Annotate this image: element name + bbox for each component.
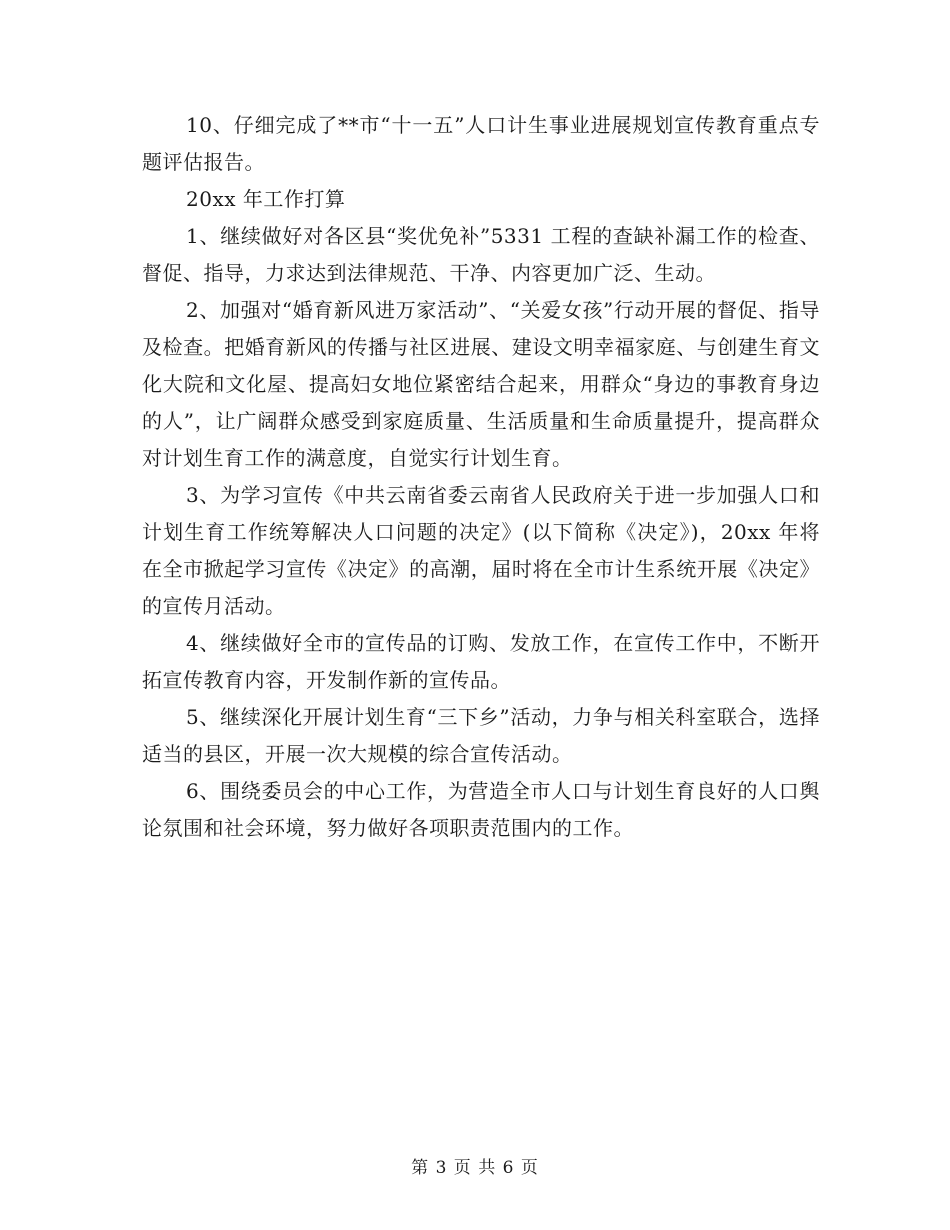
paragraph-plan-4: 4、继续做好全市的宣传品的订购、发放工作，在宣传工作中，不断开拓宣传教育内容，开发制作新的宣传品。 xyxy=(142,631,820,692)
document-body xyxy=(142,107,820,847)
section-heading-work-plan: 20xx 年工作打算 xyxy=(186,187,346,211)
paragraph-plan-6: 6、围绕委员会的中心工作，为营造全市人口与计划生育良好的人口舆论氛围和社会环境，努力做好各项职责范围内的工作。 xyxy=(142,779,820,840)
paragraph-plan-5: 5、继续深化开展计划生育“三下乡”活动，力争与相关科室联合，选择适当的县区，开展一次大规模的综合宣传活动。 xyxy=(142,705,820,766)
page-number-footer: 第 3 页 共 6 页 xyxy=(411,1158,539,1178)
paragraph-plan-1: 1、继续做好对各区县“奖优免补”5331 工程的查缺补漏工作的检查、督促、指导，力求达到法律规范、干净、内容更加广泛、生动。 xyxy=(142,224,820,285)
paragraph-item-10: 10、仔细完成了**市“十一五”人口计生事业进展规划宣传教育重点专题评估报告。 xyxy=(142,113,820,174)
paragraph-plan-3: 3、为学习宣传《中共云南省委云南省人民政府关于进一步加强人口和计划生育工作统筹解决人口问题的决定》(以下简称《决定》)，20xx 年将在全市掀起学习宣传《决定》的高潮，届时将在全市计生系统开展《决定》的宣传月活动。 xyxy=(142,483,820,618)
paragraph-plan-2: 2、加强对“婚育新风进万家活动”、“关爱女孩”行动开展的督促、指导及检查。把婚育新风的传播与社区进展、建设文明幸福家庭、与创建生育文化大院和文化屋、提高妇女地位紧密结合起来，用群众“身边的事教育身边的人”，让广阔群众感受到家庭质量、生活质量和生命质量提升，提高群众对计划生育工作的满意度，自觉实行计划生育。 xyxy=(142,298,820,470)
